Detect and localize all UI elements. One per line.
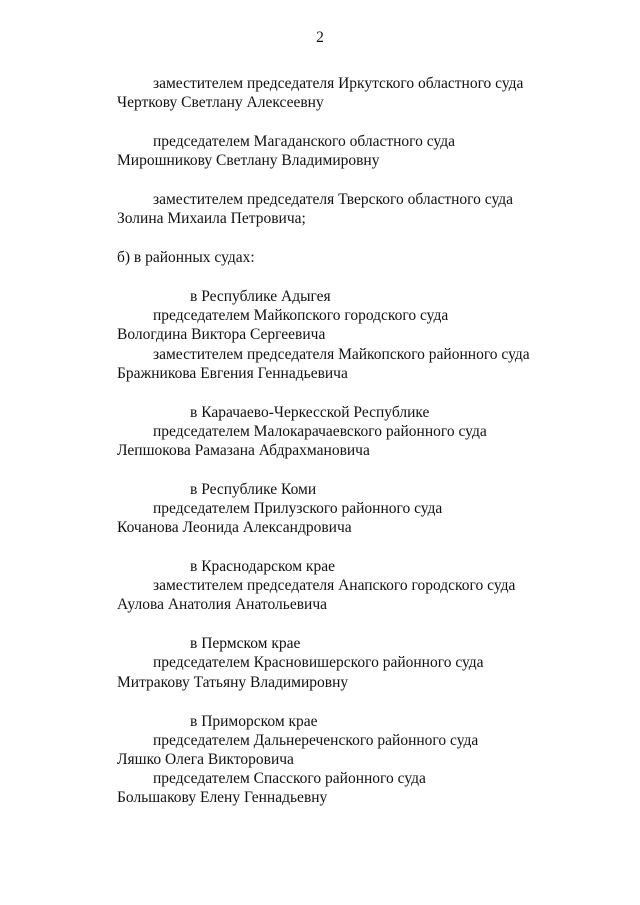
appointee-name: Вологдина Виктора Сергеевича (117, 326, 326, 343)
appointee-name: Бражникова Евгения Геннадьевича (117, 365, 348, 382)
region-heading: в Пермском крае (190, 635, 301, 652)
position-line: председателем Магаданского областного суда (153, 133, 455, 150)
appointee-name: Ляшко Олега Викторовича (117, 751, 294, 768)
appointee-name: Черткову Светлану Алексеевну (117, 94, 324, 111)
position-line: заместителем председателя Анапского городского суда (153, 577, 516, 594)
page-number: 2 (316, 29, 324, 46)
region-heading: в Краснодарском крае (190, 558, 335, 575)
appointee-name: Большакову Елену Геннадьевну (117, 789, 328, 806)
appointee-name: Аулова Анатолия Анатольевича (117, 596, 328, 613)
position-line: председателем Дальнереченского районного суда (153, 732, 479, 749)
position-line: председателем Майкопского городского суда (153, 307, 449, 324)
position-line: председателем Прилузского районного суда (153, 500, 443, 517)
position-line: заместителем председателя Иркутского областного суда (153, 75, 524, 92)
appointee-name: Мирошникову Светлану Владимировну (117, 152, 380, 169)
position-line: председателем Красновишерского районного суда (153, 654, 484, 671)
region-heading: в Республике Коми (190, 481, 317, 498)
appointee-name: Лепшокова Рамазана Абдрахмановича (117, 442, 370, 459)
position-line: заместителем председателя Майкопского районного суда (153, 346, 530, 363)
region-heading: в Приморском крае (190, 713, 318, 730)
position-line: председателем Малокарачаевского районного суда (153, 423, 487, 440)
position-line: председателем Спасского районного суда (153, 770, 426, 787)
appointee-name: Митракову Татьяну Владимировну (117, 674, 349, 691)
appointee-name: Золина Михаила Петровича; (117, 210, 306, 227)
section-heading: б) в районных судах: (117, 249, 255, 266)
position-line: заместителем председателя Тверского областного суда (153, 191, 513, 208)
region-heading: в Карачаево-Черкесской Республике (190, 404, 430, 421)
region-heading: в Республике Адыгея (190, 288, 331, 305)
appointee-name: Кочанова Леонида Александровича (117, 519, 352, 536)
